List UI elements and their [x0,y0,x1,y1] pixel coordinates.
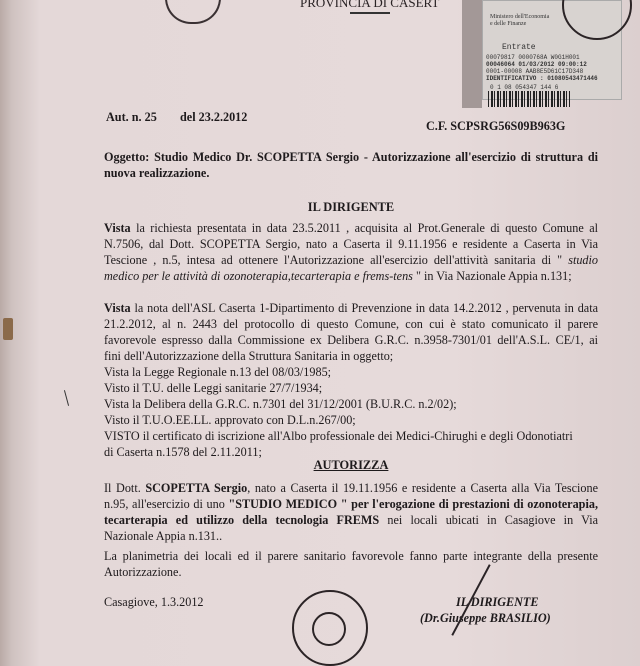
text-line [104,564,598,580]
text-segment: SCOPETTA Sergio [145,481,248,495]
text-segment: 21.2.2012, al n. 2443 del protocollo di questo Comune, con cui è stato comunicato il parere [104,317,598,331]
authorization-date: del 23.2.2012 [180,110,248,124]
text-line [104,496,598,512]
text-line [104,300,598,316]
text-segment: Oggetto: Studio Medico Dr. SCOPETTA Sergio - Autorizzazione all'esercizio di struttura di [104,150,598,164]
text-segment: n.95, all'esercizio di uno [104,497,229,511]
stamp-ministry: Ministero dell'Economia e delle Finanze [490,14,550,27]
revenue-stamp [462,0,634,108]
text-segment: di Caserta n.1578 del 2.11.2011; [104,445,262,459]
text-segment: studio [568,253,598,267]
text-segment: medico per le attività di ozonoterapia,tecarterapia e frems-tens [104,269,413,283]
text-segment: Vista la Legge Regionale n.13 del 08/03/1985; [104,365,332,379]
text-segment: nuova realizzazione. [104,166,210,180]
coat-of-arms-emblem [165,0,221,24]
text-segment: Autorizzazione. [104,565,182,579]
stamp-line: IDENTIFICATIVO : 01080543471446 [486,75,598,82]
text-line [104,512,598,528]
text-line [104,412,598,428]
municipal-seal-inner [312,612,346,646]
text-line [104,480,598,496]
text-segment: " in Via Nazionale Appia n.131; [412,269,572,283]
barcode-number: 0 1 08 054347 144 6 [490,84,559,91]
header-divider [350,12,390,14]
signer-name: (Dr.Giuseppe BRASILIO) [420,611,551,625]
stamp-agency: Entrate [502,43,536,52]
text-segment: Visto il T.U. delle Leggi sanitarie 27/7/1934; [104,381,323,395]
text-segment: fini dell'Autorizzazione della Struttura Sanitaria in oggetto; [104,349,394,363]
signer-title: IL DIRIGENTE [456,595,539,609]
text-segment: la richiesta presentata in data 23.5.2011 , acquisita al Prot.Generale di questo Comune al [130,221,598,235]
text-line [104,220,598,236]
text-segment: favorevole espresso dalla Commissione ex Delibera G.R.C. n.3958-7301/01 dell'A.S.L. CE/1, ai [104,333,598,347]
text-line [104,236,598,252]
stamp-line: 0001-00008 AAB8E5D61C17D348 [486,68,584,75]
place-date: Casagiove, 1.3.2012 [104,595,204,609]
text-segment: La planimetria dei locali ed il parere sanitario favorevole fanno parte integrante della presente [104,549,598,563]
text-line [104,396,598,412]
authorization-number: Aut. n. 25 [106,110,157,124]
fiscal-code: C.F. SCPSRG56S09B963G [426,119,566,133]
text-segment: la nota dell'ASL Caserta 1-Dipartimento di Prevenzione in data 14.2.2012 , pervenuta in data [130,301,598,315]
heading-il-dirigente: IL DIRIGENTE [307,200,395,214]
text-line [104,548,598,564]
text-line [104,348,598,364]
text-line [104,528,598,544]
text-segment: Visto il T.U.O.EE.LL. approvato con D.L.n.267/00; [104,413,356,427]
stamp-line: 00079817 0000768A W0G1H001 [486,54,580,61]
province-heading: PROVINCIA DI CASERT [300,0,440,10]
text-line [104,165,598,181]
text-line [104,268,598,284]
text-segment: Tescione , n.5, intesa ad ottenere l'Autorizzazione all'esercizio dell'attività sanitaria di " [104,253,569,267]
text-segment: tecarterapia ed utilizzo della tecnologia FREMS [104,513,380,527]
stamp-line: 00046064 01/03/2012 09:00:12 [486,61,587,68]
text-segment: nei locali ubicati in Casagiove in Via [379,513,598,527]
text-segment: Nazionale Appia n.131.. [104,529,223,543]
text-segment: , nato a Caserta il 19.11.1956 e residente a Caserta alla Via Tescione [247,481,598,495]
margin-pencil-mark [64,390,69,406]
text-line [104,252,598,268]
barcode [488,91,570,107]
text-segment: VISTO il certificato di iscrizione all'Albo professionale dei Medici-Chirughi e degli Odonotiatri [104,429,573,443]
text-segment: Vista la Delibera della G.R.C. n.7301 del 31/12/2001 (B.U.R.C. n.2/02); [104,397,457,411]
heading-autorizza: AUTORIZZA [313,458,389,472]
frame-clip [3,318,13,340]
text-segment: Vista [104,221,131,235]
text-line [104,364,598,380]
text-line [104,332,598,348]
stamp-strip [462,0,482,108]
text-segment: Vista [104,301,131,315]
text-segment: Il Dott. [104,481,146,495]
text-segment: N.7506, dal Dott. SCOPETTA Sergio, nato a Caserta il 9.11.1956 e residente a Caserta in Via [104,237,598,251]
text-line [104,380,598,396]
text-line [104,149,598,165]
text-line [104,428,598,444]
text-segment: "STUDIO MEDICO " per l'erogazione di prestazioni di ozonoterapia, [228,497,598,511]
text-line [104,316,598,332]
